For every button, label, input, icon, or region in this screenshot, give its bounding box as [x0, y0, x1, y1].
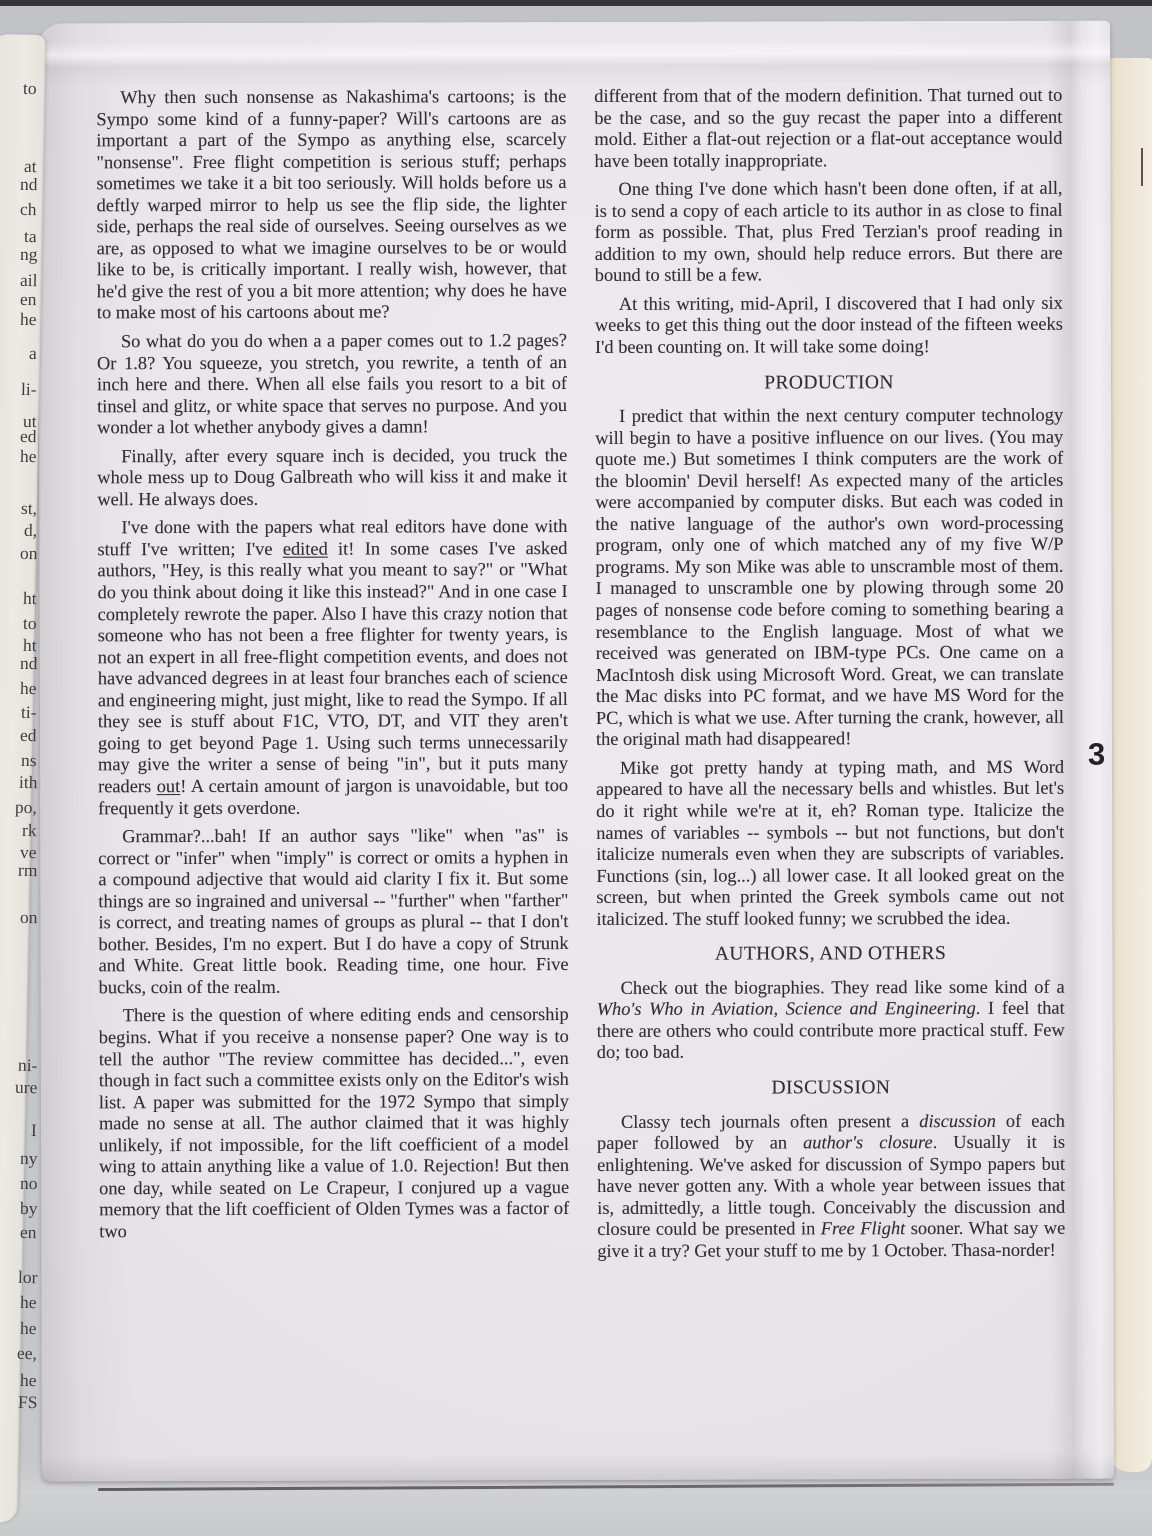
prev-page-text-fragment: en [20, 1221, 38, 1243]
prev-page-text-fragment: ve [20, 841, 38, 863]
prev-page-text-fragment: he [20, 308, 38, 330]
prev-page-text-fragment: st, [20, 497, 38, 519]
paragraph: different from that of the modern definition. That turned out to be the case, and so the guy recast the paper into a different mold. Either a flat-out rejection or a flat-out acceptance would have been totally inappropriate. [594, 84, 1063, 171]
paragraph: I've done with the papers what real editors have done with stuff I've written; I've edited it! In some cases I've asked authors, "Hey, is this really what you meant to say?" or "What do you think about doing it like this instead?" And in one case I completely rewrote the paper. Also I have this crazy notion that someone who has not been a free flighter for twenty years, is not an expert in all free-flight competition events, and does not have advanced degrees in at least four branches each of science and engineering might, just might, like to read the Sympo. If all they see is stuff about F1C, VTO, DT, and VIT they aren't going to get beyond Page 1. Using such terms unnecessarily may give the writer a sense of being "in", but it puts many readers out! A certain amount of jargon is unavoidable, but too frequently it gets overdone. [97, 516, 569, 818]
prev-page-text-fragment: ut [23, 410, 38, 432]
prev-page-text-fragment: I [30, 1119, 38, 1141]
prev-page-text-fragment: ith [18, 771, 38, 793]
paragraph: One thing I've done which hasn't been done often, if at all, is to send a copy of each article to its author in as close to final form as possible. That, plus Fred Terzian's proof reading in addition to my own, should help reduce errors. But there are bound to still be a few. [594, 177, 1063, 286]
prev-page-text-fragment: on [19, 906, 38, 928]
paragraph: Finally, after every square inch is decided, you truck the whole mess up to Doug Galbreath who will kiss it and make it well. He always does. [97, 444, 568, 510]
prev-page-text-fragment: a [29, 342, 38, 364]
section-heading: PRODUCTION [764, 371, 894, 394]
prev-page-text-fragment: he [20, 677, 38, 699]
photo-top-edge [0, 0, 1152, 6]
prev-page-text-fragment: he [20, 1369, 38, 1391]
prev-page-text-fragment: rk [22, 819, 38, 841]
prev-page-text-fragment: he [20, 1291, 38, 1313]
prev-page-text-fragment: li- [21, 378, 38, 400]
page-bottom-edge [98, 1483, 1114, 1491]
section-heading: DISCUSSION [771, 1077, 891, 1099]
paragraph: Check out the biographies. They read like some kind of a Who's Who in Aviation, Science and Engineering. I feel that there are others who could contribute more practical stuff. Few do; too bad. [596, 976, 1065, 1063]
prev-page-text-fragment: en [20, 288, 38, 310]
prev-page-text-fragment: po, [14, 796, 38, 818]
section-heading: AUTHORS, AND OTHERS [714, 943, 947, 965]
left-text-column [96, 86, 569, 1250]
page-number: 3 [1087, 736, 1106, 772]
prev-page-text-fragment: to [23, 612, 38, 634]
paragraph: So what do you do when a a paper comes out to 1.2 pages? Or 1.8? You squeeze, you stretch, you rewrite, a tenth of an inch here and there. When all else fails you resort to a bit of tinsel and glitz, or white space that serves no purpose. And you wonder a lot whether anybody gives a damn! [96, 330, 568, 438]
prev-page-text-fragment: he [20, 1317, 38, 1339]
prev-page-text-fragment: ti- [21, 701, 38, 723]
paragraph: I predict that within the next century computer technology will begin to have a positive influence on our lives. (You may quote me.) But sometimes I think computers are the work of the bloomin' Devil herself! As expected many of the articles were accompanied by computer disks. But each was coded in the native language of the author's own word-processing program, only one of which matched any of my five W/P programs. My son Mike was able to unscramble most of them. I managed to unscramble one by plowing through some 20 pages of nonsense code before coming to something bearing a resemblance to the English language. Most of what we received was generated on IBM-type PCs. One came on a MacIntosh disk using Microsoft Word. Great, we can translate the Mac disks into PC format, and we have MS Word for the PC, which is what we use. After turning the crank, however, all the original math had disappeared! [595, 404, 1064, 750]
prev-page-text-fragment: no [19, 1172, 38, 1194]
prev-page-text-fragment: nd [19, 652, 38, 674]
right-text-column [594, 85, 1065, 1270]
prev-page-text-fragment: ht [23, 634, 38, 656]
prev-page-text-fragment: ht [23, 587, 38, 609]
prev-page-text-fragment: at [24, 155, 38, 177]
paragraph: Grammar?...bah! If an author says "like" when "as" is correct or "infer" when "imply" is correct or omits a hyphen in a compound adjective that would aid clarity I fix it. But some things are so ingrained and universal -- "further" when "farther" is correct, and treating names of groups as plural -- that I don't bother. Besides, I'm no expert. But I do have a copy of Strunk and White. Great little book. Reading time, one hour. Five bucks, coin of the realm. [98, 825, 569, 998]
prev-page-text-fragment: d, [23, 519, 38, 541]
prev-page-text-fragment: by [19, 1197, 38, 1219]
prev-page-text-fragment: to [23, 77, 38, 99]
page-edge-mark [1141, 148, 1143, 186]
prev-page-text-fragment: lor [17, 1266, 38, 1288]
prev-page-text-fragment: FS [17, 1391, 38, 1413]
prev-page-text-fragment: ed [20, 425, 38, 447]
paragraph: Mike got pretty handy at typing math, and MS Word appeared to have all the necessary bells and whistles. But let's do it right while we're at it, eh? Roman type. Italicize the names of variables -- symbols -- but not functions, but don't italicize numerals even when they are subscripts of variables. Functions (sin, log...) all lower case. It all looked great on the screen, but when printed the Greek symbols came out not italicized. The stuff looked funny; we scrubbed the idea. [596, 756, 1065, 929]
prev-page-text-fragment: he [20, 445, 38, 467]
paragraph: There is the question of where editing ends and censorship begins. What if you receive a nonsense paper? One way is to tell the author "The review committee has decided...", even though in fact such a committee exists only on the Editor's wish list. A paper was submitted for the 1972 Sympo that simply made no sense at all. The author claimed that it was highly unlikely, if not impossible, for the lift coefficient of a model wing to attain anything like a value of 1.0. Rejection! But then one day, while seated on Le Crapeur, I conjured up a vague memory that the lift coefficient of Olden Tymes was a factor of two [98, 1004, 570, 1242]
prev-page-text-fragment: nd [19, 173, 38, 195]
magazine-page [38, 21, 1114, 1482]
prev-page-text-fragment: ta [24, 225, 38, 247]
prev-page-text-fragment: on [19, 542, 38, 564]
prev-page-text-fragment: ed [20, 724, 38, 746]
prev-page-text-fragment: ure [14, 1076, 38, 1098]
prev-page-text-fragment: ail [19, 269, 38, 291]
paragraph: Why then such nonsense as Nakashima's cartoons; is the Sympo some kind of a funny-paper? Will's cartoons are as important a part of the Sympo as anything else, scarcely "nonsense". Free flight competition is serious stuff; perhaps sometimes we take it a bit too seriously. Will holds before us a deftly warped mirror to help us see the flip side, the lighter side, perhaps the real side of ourselves. Seeing ourselves as we are, as opposed to what we imagine ourselves to be or would like to be, is critically important. I really wish, however, that he'd give the rest of you a bit more attention; why does he have to make most of his cartoons about me? [96, 86, 567, 323]
prev-page-text-fragment: ny [19, 1147, 38, 1169]
paragraph: Classy tech journals often present a discussion of each paper followed by an author's closure. Usually it is enlightening. We've asked for discussion of Sympo papers but have never gotten any. With a whole year between issues that is, admittedly, a little tough. Conceivably the discussion and closure could be presented in Free Flight sooner. What say we give it a try? Get your stuff to me by 1 October. Thasa-norder! [597, 1110, 1066, 1261]
prev-page-text-fragment: ns [21, 749, 38, 771]
prev-page-text-fragment: ch [20, 198, 38, 220]
prev-page-text-fragment: ni- [17, 1054, 38, 1076]
prev-page-text-fragment: ee, [16, 1342, 38, 1364]
prev-page-text-fragment: rm [17, 859, 38, 881]
prev-page-text-fragment: ng [19, 243, 38, 265]
previous-page-fragments [0, 0, 44, 1536]
paragraph: At this writing, mid-April, I discovered that I had only six weeks to get this thing out the door instead of the fifteen weeks I'd been counting on. It will take some doing! [594, 292, 1063, 357]
